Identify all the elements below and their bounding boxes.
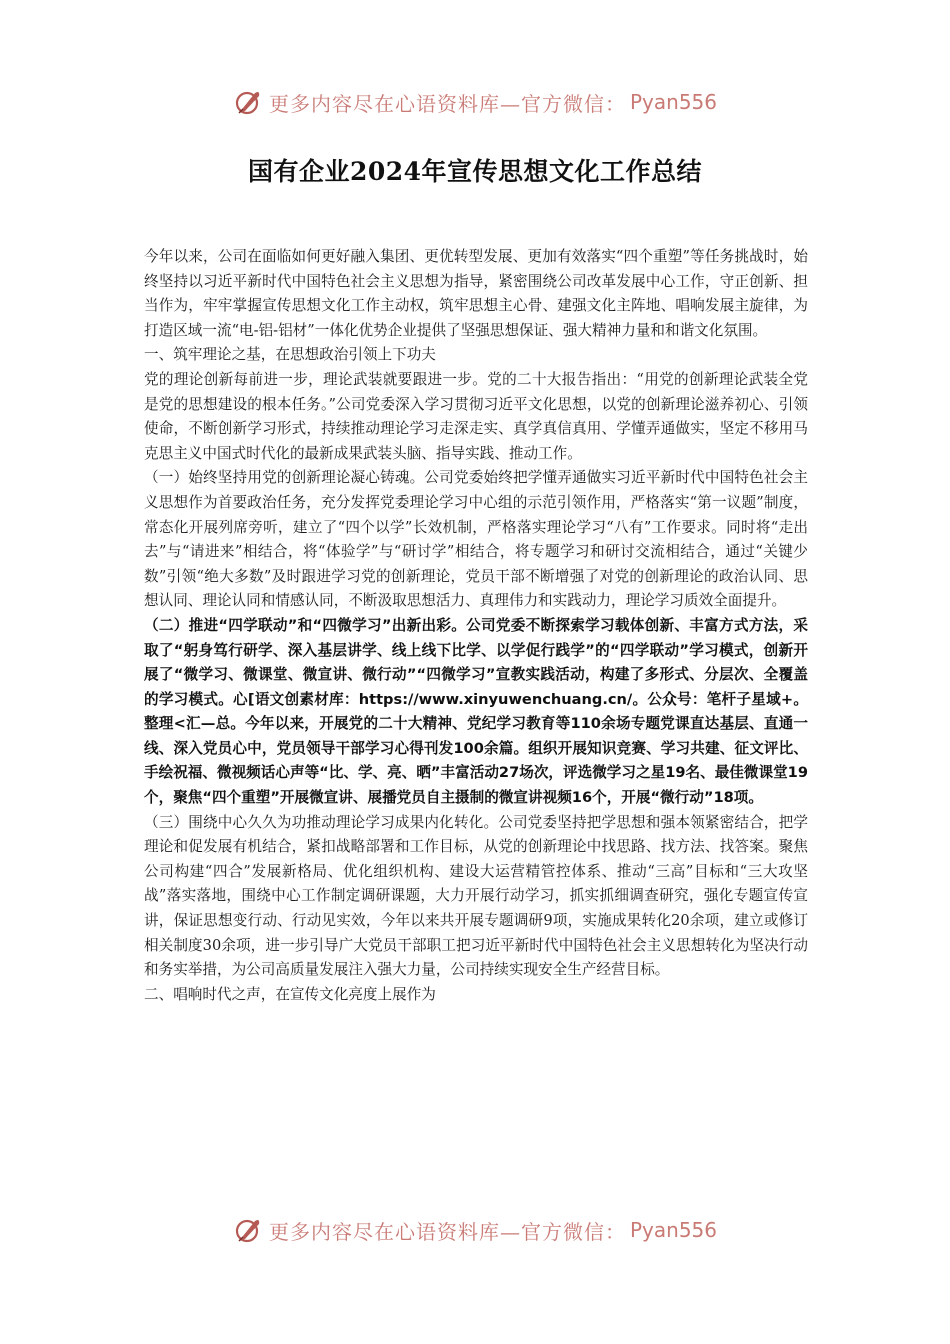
section-heading-1: 一、筑牢理论之基，在思想政治引领上下功夫 [144,346,436,364]
quill-logo-icon [233,87,263,117]
intro-paragraph: 今年以来，公司在面临如何更好融入集团、更优转型发展、更加有效落实“四个重塑”等任务挑战时，始终坚持以习近平新时代中国特色社会主义思想为指导，紧密围绕公司改革发展中心工作，守正创新、担当作为，牢牢掌握宣传思想文化工作主动权，筑牢思想主心骨、建强文化主阵地、唱响发展主旋律，为打造区域一流“电-铝-铝材”一体化优势企业提供了坚强思想保证、强大精神力量和和谐文化氛围。 [144,248,808,339]
header-watermark-banner [0,84,950,120]
quill-logo-icon [233,1215,263,1245]
subsection-2-paragraph: （二）推进“四学联动”和“四微学习”出新出彩。公司党委不断探索学习载体创新、丰富方式方法，采取了“躬身笃行研学、深入基层讲学、线上线下比学、以学促行践学”的“四学联动”学习模式，创新开展了“微学习、微课堂、微宣讲、微行动”“四微学习”宣教实践活动，构建了多形式、分层次、全覆盖的学习模式。心[语文创素材库：https://www.xinyuwenchuang.cn/。公众号：笔杆子星域+。整理<汇—总。今年以来，开展党的二十大精神、党纪学习教育等110余场专题党课直达基层、直通一线、深入党员心中，党员领导干部学习心得刊发100余篇。组织开展知识竞赛、学习共建、征文评比、手绘祝福、微视频话心声等“比、学、亮、晒”丰富活动27场次，评选微学习之星19名、最佳微课堂19个，聚焦“四个重塑”开展微宣讲、展播党员自主摄制的微宣讲视频16个，开展“微行动”18项。 [144,616,808,807]
subsection-1-paragraph: （一）始终坚持用党的创新理论凝心铸魂。公司党委始终把学懂弄通做实习近平新时代中国特色社会主义思想作为首要政治任务，充分发挥党委理论学习中心组的示范引领作用，严格落实“第一议题”制度，常态化开展列席旁听，建立了“四个以学”长效机制，严格落实理论学习“八有”工作要求。同时将“走出去”与“请进来”相结合，将“体验学”与“研讨学”相结合，将专题学习和研讨交流相结合，通过“关键少数”引领“绝大多数”及时跟进学习党的创新理论，党员干部不断增强了对党的创新理论的政治认同、思想认同、理论认同和情感认同，不断汲取思想活力、真理伟力和实践动力，理论学习质效全面提升。 [144,469,808,610]
watermark-wechat-id: Pyan556 [629,90,717,114]
section-1-paragraph: 党的理论创新每前进一步，理论武装就要跟进一步。党的二十大报告指出：“用党的创新理论武装全党是党的思想建设的根本任务。”公司党委深入学习贯彻习近平文化思想，以党的创新理论滋养初心、引领使命，不断创新学习形式，持续推动理论学习走深走实、真学真信真用、学懂弄通做实，坚定不移用马克思主义中国式时代化的最新成果武装头脑、指导实践、推动工作。 [144,370,808,462]
watermark-wechat-id: Pyan556 [629,1218,717,1242]
subsection-3-paragraph: （三）围绕中心久久为功推动理论学习成果内化转化。公司党委坚持把学思想和强本领紧密结合，把学理论和促发展有机结合，紧扣战略部署和工作目标，从党的创新理论中找思路、找方法、找答案。聚焦公司构建“四合”发展新格局、优化组织机构、建设大运营精管控体系、推动“三高”目标和“三大攻坚战”落实落地，围绕中心工作制定调研课题，大力开展行动学习，抓实抓细调查研究，强化专题宣传宣讲，保证思想变行动、行动见实效，今年以来共开展专题调研9项，实施成果转化20余项，建立或修订相关制度30余项，进一步引导广大党员干部职工把习近平新时代中国特色社会主义思想转化为坚决行动和务实举措，为公司高质量发展注入强大力量，公司持续实现安全生产经营目标。 [144,813,808,979]
footer-watermark-banner [0,1212,950,1248]
document-title: 国有企业2024年宣传思想文化工作总结 [247,157,703,186]
document-body [144,245,808,1007]
watermark-text: 更多内容尽在心语资料库—官方微信： [268,91,626,116]
watermark-text: 更多内容尽在心语资料库—官方微信： [268,1219,626,1244]
section-heading-2: 二、唱响时代之声，在宣传文化亮度上展作为 [144,985,436,1003]
